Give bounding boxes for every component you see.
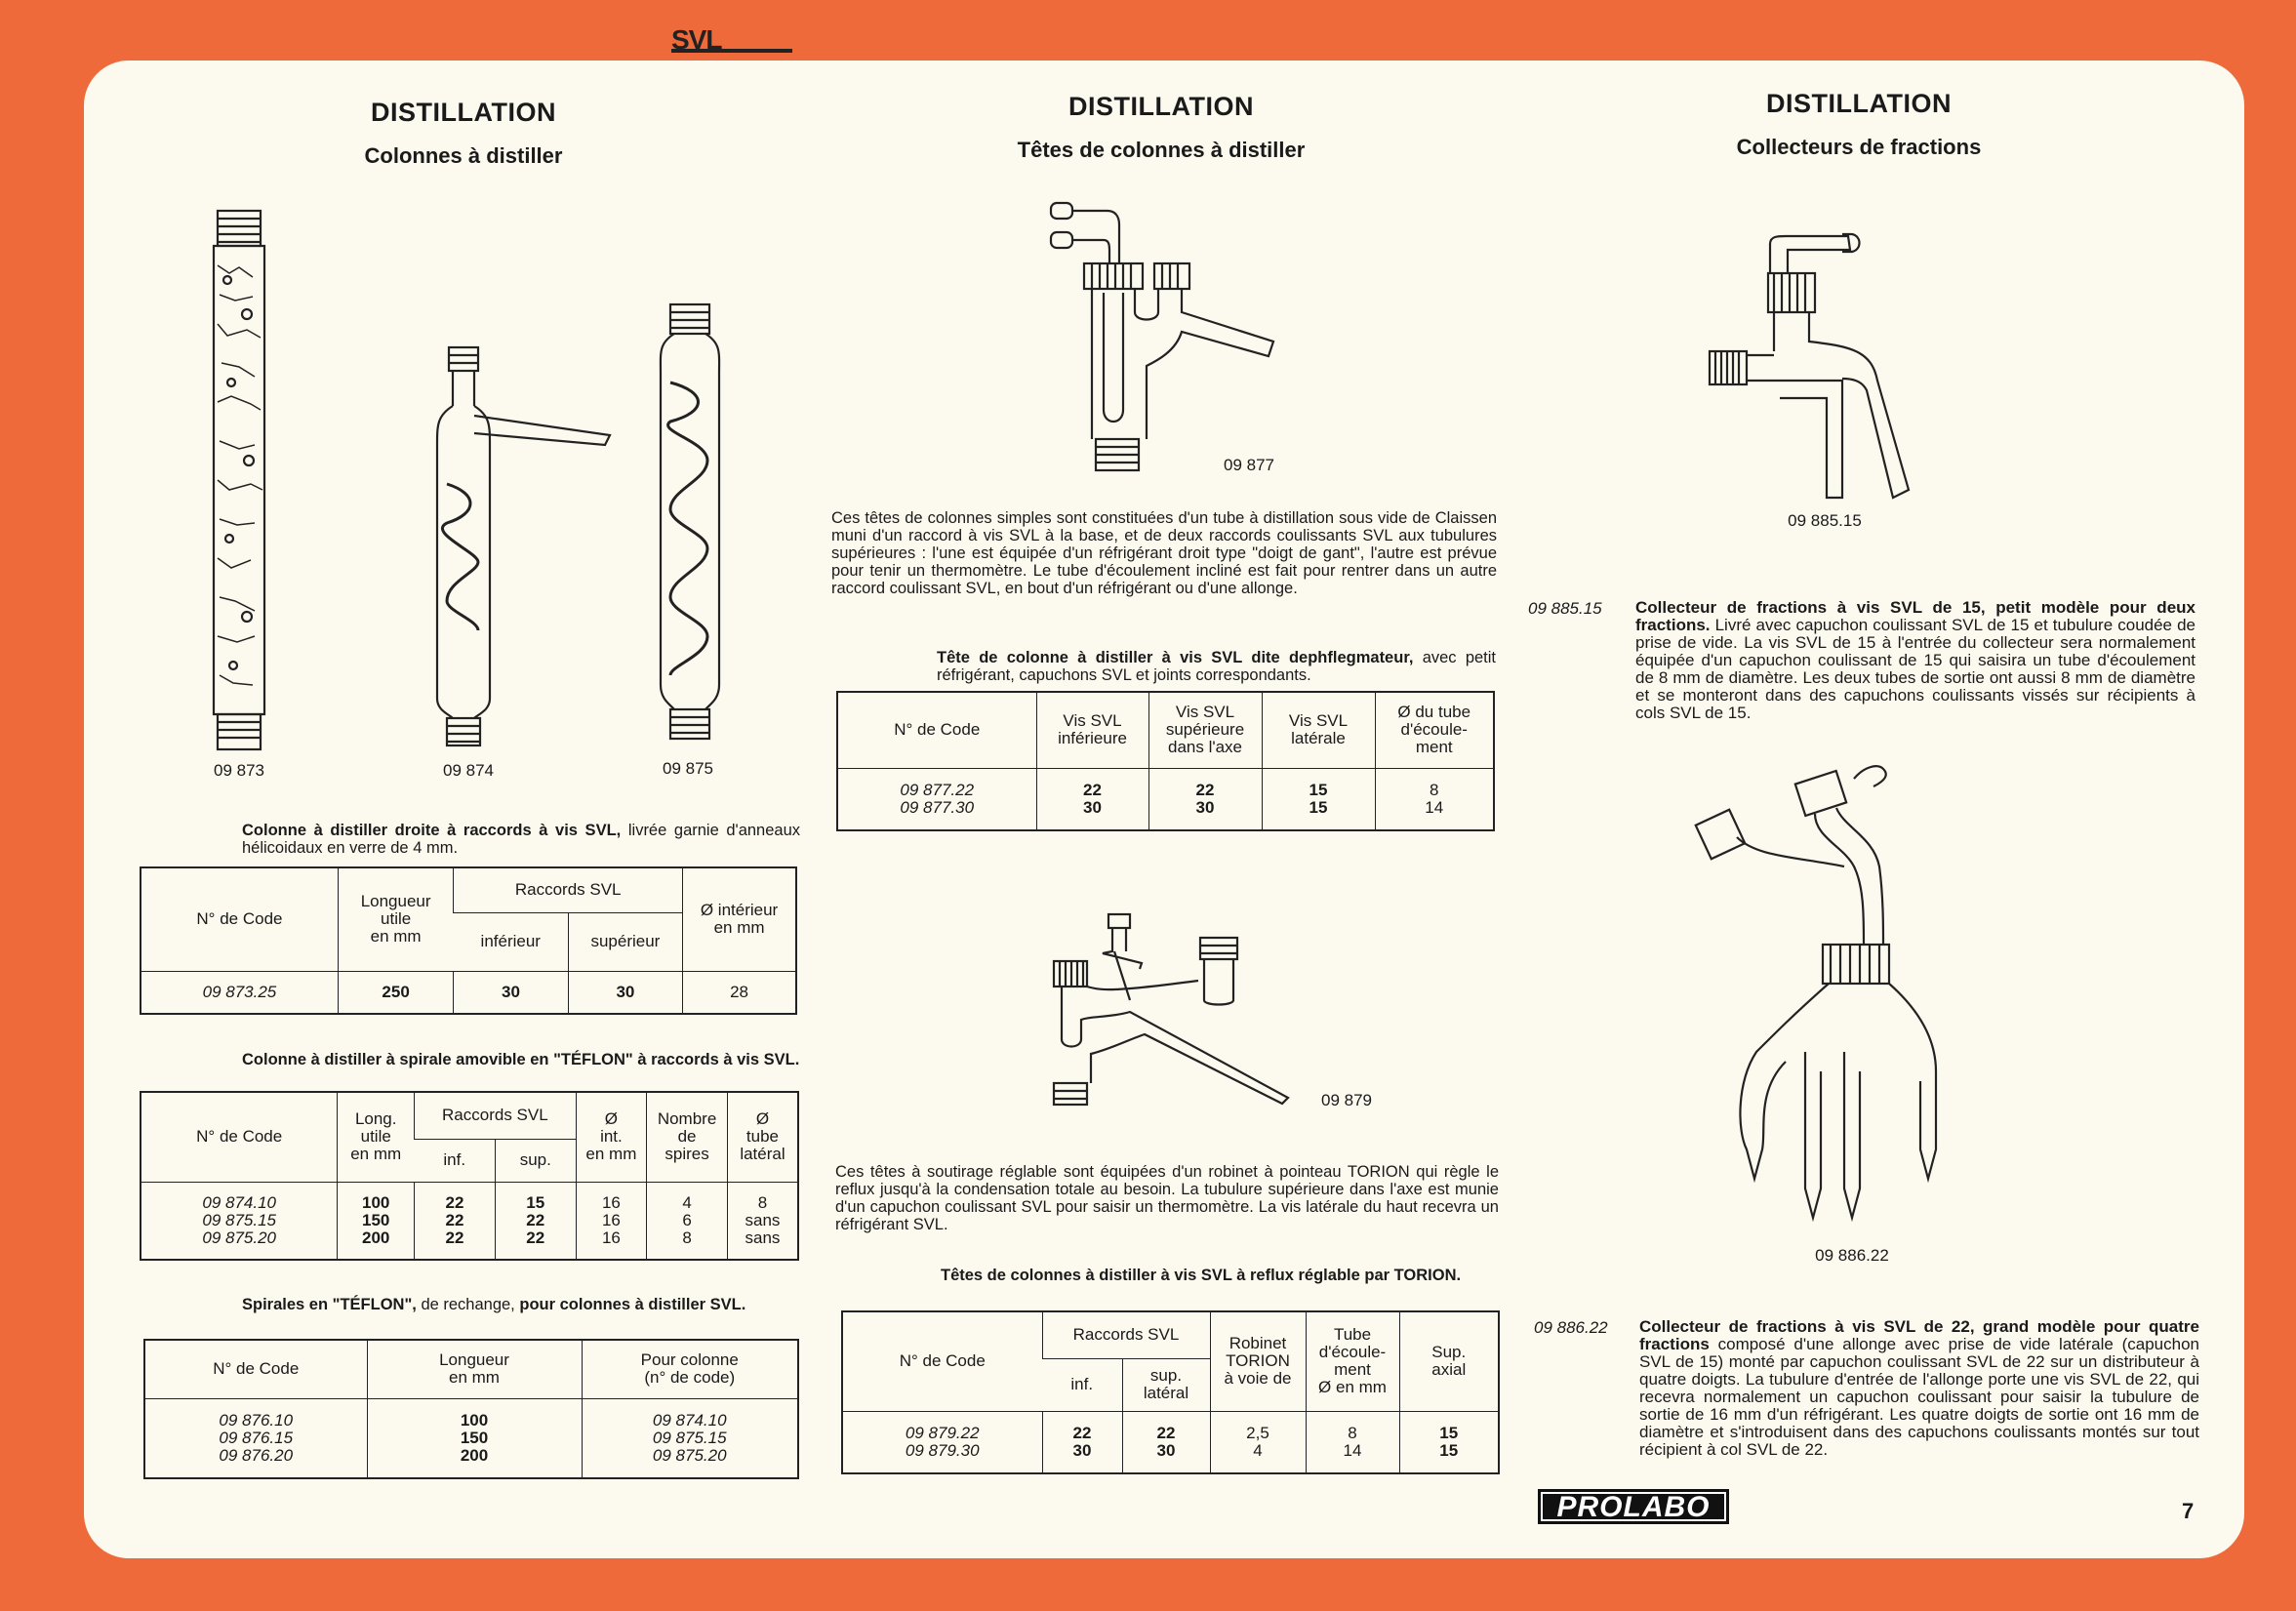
table-row [141, 971, 796, 1014]
t2-h-spires: Nombre de spires [647, 1092, 728, 1182]
t2-sup: 15 22 22 [495, 1182, 576, 1260]
t3-pour: 09 874.10 09 875.15 09 875.20 [582, 1398, 798, 1478]
column-head-09877-drawing [1049, 195, 1278, 476]
item2-bold: Collecteur de fractions à vis SVL de 22, grand modèle pour quatre fractions [1639, 1317, 2199, 1353]
col1-section3-bold2: pour colonnes à distiller SVL. [519, 1296, 746, 1313]
t5-robinet: 2,5 4 [1210, 1411, 1306, 1473]
t5-inf: 22 30 [1042, 1411, 1122, 1473]
t5-tube: 8 14 [1306, 1411, 1399, 1473]
t5-h-sup: sup. latéral [1122, 1358, 1210, 1411]
col2-section2-bold: Têtes de colonnes à distiller à vis SVL à reflux réglable par TORION. [941, 1267, 1462, 1284]
table-row [141, 1182, 798, 1260]
table-09876 [143, 1339, 799, 1479]
col2-section1-rest: avec petit réfrigérant, capuchons SVL et joints correspondants. [937, 649, 1497, 684]
t2-tube: 8 sans sans [727, 1182, 798, 1260]
t3-h-longueur: Longueur en mm [367, 1340, 582, 1398]
col3-subtitle: Collecteurs de fractions [1736, 135, 1982, 159]
t5-h-robinet: Robinet TORION à voie de [1210, 1311, 1306, 1411]
t4-h-sup: Vis SVL supérieure dans l'axe [1148, 692, 1262, 768]
t2-h-raccords: Raccords SVL [415, 1092, 577, 1139]
t1-h-raccords: Raccords SVL [454, 867, 683, 912]
col3-title: DISTILLATION [1766, 89, 1952, 118]
item2-code: 09 886.22 [1534, 1318, 1608, 1337]
t2-spires: 4 6 8 [647, 1182, 728, 1260]
t3-longueur: 100 150 200 [367, 1398, 582, 1478]
t4-tube: 8 14 [1375, 768, 1494, 830]
t4-codes: 09 877.22 09 877.30 [900, 780, 975, 817]
t2-h-long: Long. utile en mm [338, 1092, 415, 1182]
col1-section3-desc [242, 1296, 800, 1313]
t1-diam: 28 [683, 971, 796, 1014]
table-09879 [841, 1310, 1500, 1474]
t2-h-int: Ø int. en mm [576, 1092, 646, 1182]
code-09875: 09 875 [663, 759, 713, 778]
t2-h-tube: Ø tube latéral [727, 1092, 798, 1182]
t1-h-inf: inférieur [454, 912, 568, 971]
t1-longueur: 250 [338, 971, 453, 1014]
item1-code: 09 885.15 [1528, 599, 1602, 618]
t5-codes: 09 879.22 09 879.30 [905, 1423, 980, 1460]
prolabo-logo: PROLABO [1538, 1489, 1729, 1524]
t2-h-inf: inf. [415, 1139, 496, 1182]
table-row [144, 1398, 798, 1478]
collector-09885-drawing [1706, 234, 1930, 500]
t4-sup: 22 30 [1148, 768, 1262, 830]
column-head-09879-drawing [1052, 912, 1291, 1108]
item1-bold: Collecteur de fractions à vis SVL de 15, petit modèle pour deux fractions. [1635, 598, 2195, 634]
col1-section3-mid: de rechange, [416, 1296, 520, 1313]
item2-rest: composé d'une allonge avec prise de vide latérale (capuchon SVL de 15) monté par capuchon coulissant SVL de 22 sur un distributeur à quatre doigts. La tubulure d'entrée de l'allonge porte une vis SVL de 22, qui recevra normalement un capuchon coulissant pour saisir la tubulure de sortie de 16 mm d'un réfrigérant. Les quatre doigts de sortie ont 16 mm de diamètre et s'introduisent dans des capuchons coulissants montés sur tout récipient à col SVL de 22. [1639, 1335, 2199, 1459]
svg-text:SVL: SVL [671, 24, 722, 55]
t5-h-inf: inf. [1042, 1358, 1122, 1411]
col2-para1: Ces têtes de colonnes simples sont constituées d'un tube à distillation sous vide de Claissen muni d'un raccord à vis SVL à la base, et de deux raccords coulissants SVL aux tubulures supérieures : l'une est équipée d'un réfrigérant droit type "doigt de gant", l'autre est prévue pour tenir un thermomètre. Le tube d'écoulement incliné est fait pour rentrer dans un autre raccord coulissant SVL, en bout d'un réfrigérant ou d'une allonge. [831, 509, 1497, 597]
col2-section1-desc [937, 649, 1496, 684]
column-09874-drawing [429, 347, 615, 749]
t5-h-raccords: Raccords SVL [1042, 1311, 1210, 1358]
t4-h-tube: Ø du tube d'écoule- ment [1375, 692, 1494, 768]
code-09877: 09 877 [1224, 456, 1274, 474]
table-09874-09875 [140, 1091, 799, 1261]
column-09873-drawing [210, 207, 268, 753]
col1-section3-bold1: Spirales en "TÉFLON", [242, 1296, 417, 1313]
collector-09886-drawing [1698, 759, 1937, 1232]
item1-rest: Livré avec capuchon coulissant SVL de 15 et tubulure coudée de prise de vide. La vis SVL de 15 à l'entrée du collecteur sera normalement équipée d'un capuchon coulissant de 15 qui saisira un tube d'écoulement de 8 mm de diamètre. Les deux tubes de sortie ont aussi 8 mm de diamètre et se monteront dans des capuchons coulissants vissés sur récipients à cols SVL de 15. [1635, 616, 2195, 722]
code-09873: 09 873 [214, 761, 264, 780]
table-09873 [140, 866, 797, 1015]
code-09886: 09 886.22 [1815, 1246, 1889, 1265]
t4-h-code: N° de Code [837, 692, 1036, 768]
t1-h-sup: supérieur [568, 912, 682, 971]
col2-title: DISTILLATION [1068, 92, 1254, 121]
col2-subtitle: Têtes de colonnes à distiller [1017, 138, 1306, 162]
col2-para2: Ces têtes à soutirage réglable sont équipées d'un robinet à pointeau TORION qui règle le reflux jusqu'à la condensation totale au besoin. La tubulure supérieure dans l'axe est munie d'un capuchon coulissant SVL pour saisir un thermomètre. La vis latérale du haut recevra un réfrigérant SVL. [835, 1163, 1499, 1233]
t4-h-inf: Vis SVL inférieure [1036, 692, 1148, 768]
table-row [842, 1411, 1499, 1473]
t3-codes: 09 876.10 09 876.15 09 876.20 [219, 1410, 294, 1465]
code-09879: 09 879 [1321, 1091, 1372, 1109]
col3-item2-desc [1639, 1318, 2199, 1459]
column-09875-drawing [659, 304, 727, 744]
col1-section1-rest: livrée garnie d'anneaux hélicoidaux en verre de 4 mm. [242, 822, 801, 857]
col3-item1-desc [1635, 599, 2195, 722]
code-09874: 09 874 [443, 761, 494, 780]
t5-h-tube: Tube d'écoule- ment Ø en mm [1306, 1311, 1399, 1411]
t4-inf: 22 30 [1036, 768, 1148, 830]
t5-axial: 15 15 [1399, 1411, 1499, 1473]
t3-h-pour: Pour colonne (n° de code) [582, 1340, 798, 1398]
t2-codes: 09 874.10 09 875.15 09 875.20 [202, 1192, 276, 1247]
t1-sup: 30 [568, 971, 682, 1014]
t2-int: 16 16 16 [576, 1182, 646, 1260]
t1-code: 09 873.25 [202, 982, 277, 1001]
t1-h-longueur: Longueur utile en mm [338, 867, 453, 971]
t2-h-code: N° de Code [141, 1092, 338, 1182]
col1-section2-desc [242, 1051, 800, 1068]
t3-h-code: N° de Code [144, 1340, 367, 1398]
col1-section2-bold: Colonne à distiller à spirale amovible en "TÉFLON" à raccords à vis SVL. [242, 1051, 800, 1068]
col1-subtitle: Colonnes à distiller [364, 143, 563, 168]
col2-section2-desc [941, 1267, 1499, 1284]
t1-h-diam: Ø intérieur en mm [683, 867, 796, 971]
t1-h-code: N° de Code [141, 867, 338, 971]
col1-section1-bold: Colonne à distiller droite à raccords à vis SVL, [242, 822, 622, 839]
t5-sup: 22 30 [1122, 1411, 1210, 1473]
col2-section1-bold: Tête de colonne à distiller à vis SVL dite dephflegmateur, [937, 649, 1414, 666]
table-row [837, 768, 1494, 830]
t2-inf: 22 22 22 [415, 1182, 496, 1260]
page-number: 7 [2182, 1499, 2195, 1523]
svl-logo [671, 25, 792, 53]
t5-h-code: N° de Code [842, 1311, 1042, 1411]
table-09877 [836, 691, 1495, 831]
t4-h-lat: Vis SVL latérale [1262, 692, 1375, 768]
code-09885: 09 885.15 [1788, 511, 1862, 530]
t2-long: 100 150 200 [338, 1182, 415, 1260]
t1-inf: 30 [454, 971, 568, 1014]
t4-lat: 15 15 [1262, 768, 1375, 830]
t2-h-sup: sup. [495, 1139, 576, 1182]
t5-h-axial: Sup. axial [1399, 1311, 1499, 1411]
col1-section1-desc [242, 822, 800, 857]
col1-title: DISTILLATION [371, 98, 556, 127]
